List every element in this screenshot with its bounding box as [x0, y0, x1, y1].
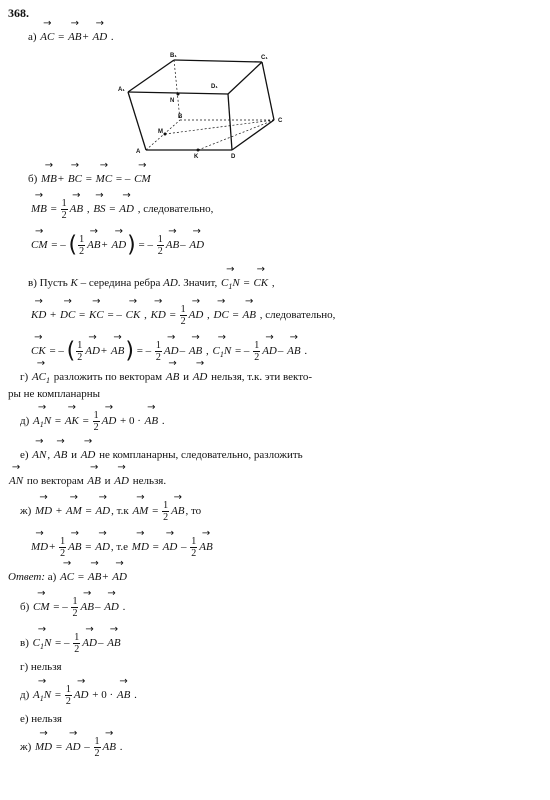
label-A1: A₁: [118, 87, 125, 93]
parallelepiped-figure: [110, 50, 300, 166]
answer-label: Ответ:: [8, 571, 46, 583]
item-e-line2: → AN по векторам → AB и → AD нельзя.: [8, 474, 166, 488]
label-C: C: [278, 118, 283, 124]
item-zh-line2: → MD+ $\frac{1}{2}$ → AB = → AD, т.е → MD = → AD – $\frac{1}{2}$ → AB: [30, 536, 214, 559]
label-D: D: [231, 154, 236, 160]
label-K: K: [194, 154, 199, 160]
answer-g: г) нельзя: [20, 661, 62, 673]
label-N: N: [170, 98, 175, 104]
label-B: B: [178, 114, 183, 120]
label-A: A: [136, 149, 141, 155]
label-D1: D₁: [211, 84, 218, 90]
item-b-line2: → MB = $\frac{1}{2}$ → AB , → BS = → AD , следовательно,: [30, 198, 213, 221]
item-zh-line1: ж) → MD + → AM = → AD, т.к → AM = $\frac{1}{2}$ → AB, то: [20, 500, 201, 523]
answer-v: $в) \to C_1N$ = – $\frac{1}{2}$ → AD– → AB: [20, 632, 122, 655]
answer-e: е) нельзя: [20, 713, 62, 725]
item-v-line1: в) Пусть K – середина ребра AD. Значит, → $C_1N$ = → CK ,: [28, 276, 275, 294]
answer-a: Ответ: а) → AC = → AB+ → AD: [8, 570, 128, 584]
item-g-line1: $г) \to AC_1$ разложить по векторам → AB и → AD нельзя, т.к. эти векто-: [20, 370, 312, 388]
label-B1: B₁: [170, 53, 177, 59]
answer-d: $д) \to A_1N$ = $\frac{1}{2}$ → AD + 0 · → AB .: [20, 684, 137, 707]
item-e-line1: е) → AN, → AB и → AD не компланарны, следовательно, разложить: [20, 448, 303, 462]
answer-b: б) → CM = – $\frac{1}{2}$ → AB– → AD .: [20, 596, 125, 619]
label-M: M: [158, 129, 163, 135]
answer-zh: ж) → MD = → AD – $\frac{1}{2}$ → AB .: [20, 736, 122, 759]
item-v-line2: → KD + → DC = → KC = – → CK , → KD = $\frac{1}{2}$ → AD , → DC = → AB , следовательно,: [30, 304, 335, 327]
item-g-line2: ры не компланарны: [8, 388, 101, 400]
item-d: $д) \to A_1N$ = → AK = $\frac{1}{2}$ → AD + 0 · → AB .: [20, 410, 165, 433]
problem-number: 368.: [8, 6, 29, 20]
item-b-line3: → CM = – ( $\frac{1}{2}$ → AB+ → AD) = – $\frac{1}{2}$ → AB– → AD: [30, 234, 205, 257]
item-v-line3: → CK = – ( $\frac{1}{2}$ → AD+ → AB) = – $\frac{1}{2}$ → AD– → AB , → $C_1N$ = – $\frac{1}{2}$ → AD– → AB .: [30, 340, 307, 363]
label-C1: C₁: [261, 55, 268, 61]
item-b-line1: б) → MB+ → BC = → MC = – → CM: [28, 172, 152, 186]
item-a: а) → AC = → AB+ → AD .: [28, 30, 114, 44]
